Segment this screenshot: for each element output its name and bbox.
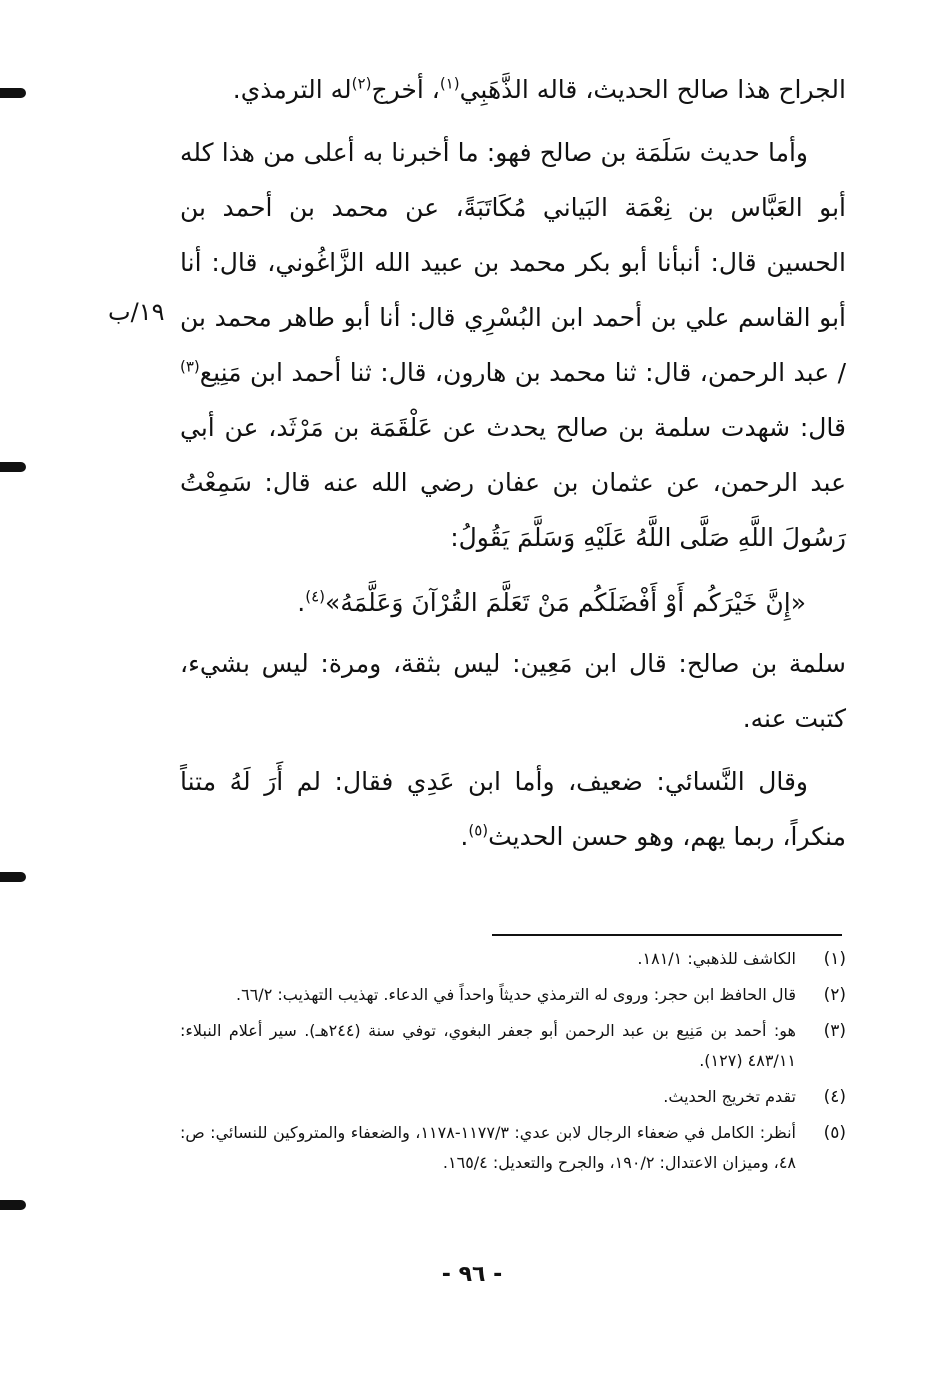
footnote-ref[interactable]: (٣) [180, 357, 200, 376]
footnote-ref[interactable]: (٢) [351, 74, 372, 93]
paragraph-2: وأما حديث سَلَمَة بن صالح فهو: ما أخبرنا به أعلى من هذا كله أبو العَبَّاس بن نِعْمَة البَياني مُكَاتَبَةً، عن محمد بن أحمد بن الحسين قال: أنبأنا أبو بكر محمد بن عبيد الله الزَّاغُوني، قال: أنا أبو القاسم علي بن أحمد ابن البُسْرِي قال: أنا أبو طاهر محمد بن / عبد الرحمن، قال: ثنا محمد بن هارون، قال: ثنا أحمد ابن مَنِيع$^{(٣)}$ قال: شهدت سلمة بن صالح يحدث عن عَلْقَمَة بن مَرْثَد، عن أبي عبد الرحمن، عن عثمان بن عفان رضي الله عنه قال: سَمِعْتُ رَسُولَ اللَّهِ صَلَّى اللَّهُ عَلَيْهِ وَسَلَّمَ يَقُولُ: [180, 138, 846, 552]
footnote-ref[interactable]: (٥) [468, 821, 489, 840]
page-number: - ٩٦ - [441, 1262, 503, 1287]
footnotes [180, 944, 846, 1184]
footnote-number: (٤) [823, 1087, 846, 1107]
paragraph-3: سلمة بن صالح: قال ابن مَعِين: ليس بثقة، ومرة: ليس بشيء، كتبت عنه. [180, 649, 846, 733]
paragraph-1: الجراح هذا صالح الحديث، قاله الذَّهَبِي$^{(١)}$، أخرج$^{(٢)}$له الترمذي. [232, 74, 846, 104]
footnote-item [180, 980, 846, 1010]
hadith-quote: «إِنَّ خَيْرَكُم أَوْ أَفْضَلَكُم مَنْ تَعَلَّمَ القُرْآنَ وَعَلَّمَهُ»$^{(٤)}$. [297, 587, 806, 617]
footnote-text: تقدم تخريج الحديث. [663, 1087, 796, 1106]
footnote-number: (٥) [823, 1123, 846, 1143]
scan-edge-mark [0, 88, 26, 98]
footnote-item [180, 1016, 846, 1076]
footnote-number: (٣) [823, 1021, 846, 1041]
footnote-item [180, 944, 846, 974]
scan-edge-mark [0, 462, 26, 472]
footnote-text: الكاشف للذهبي: ١٨١/١. [637, 949, 796, 968]
footnote-ref[interactable]: (١) [439, 74, 460, 93]
footnote-item [180, 1118, 846, 1178]
footnote-item [180, 1082, 846, 1112]
manuscript-folio-note: ١٩/ب [108, 298, 165, 326]
scan-edge-mark [0, 1200, 26, 1210]
main-text [180, 62, 846, 864]
footnote-number: (١) [823, 949, 846, 969]
paragraph-4: وقال النَّسائي: ضعيف، وأما ابن عَدِي فقال: لم أَرَ لَهُ متناً منكراً، ربما يهم، وهو حسن الحديث$^{(٥)}$. [180, 767, 846, 851]
footnote-divider [492, 934, 842, 936]
footnote-number: (٢) [823, 985, 846, 1005]
footnote-ref[interactable]: (٤) [305, 587, 326, 606]
footnote-text: قال الحافظ ابن حجر: وروى له الترمذي حديثاً واحداً في الدعاء. تهذيب التهذيب: ٦٦/٢. [236, 985, 796, 1004]
footnote-text: هو: أحمد بن مَنِيع بن عبد الرحمن أبو جعفر البغوي، توفي سنة (٢٤٤هـ). سير أعلام النبلاء: ٤٨٣/١١ (١٢٧). [180, 1021, 796, 1070]
footnote-text: أنظر: الكامل في ضعفاء الرجال لابن عدي: ١١٧٧/٣-١١٧٨، والضعفاء والمتروكين للنسائي: ص: ٤٨، وميزان الاعتدال: ١٩٠/٢، والجرح والتعديل: ١٦٥/٤. [180, 1123, 796, 1172]
scan-edge-mark [0, 872, 26, 882]
